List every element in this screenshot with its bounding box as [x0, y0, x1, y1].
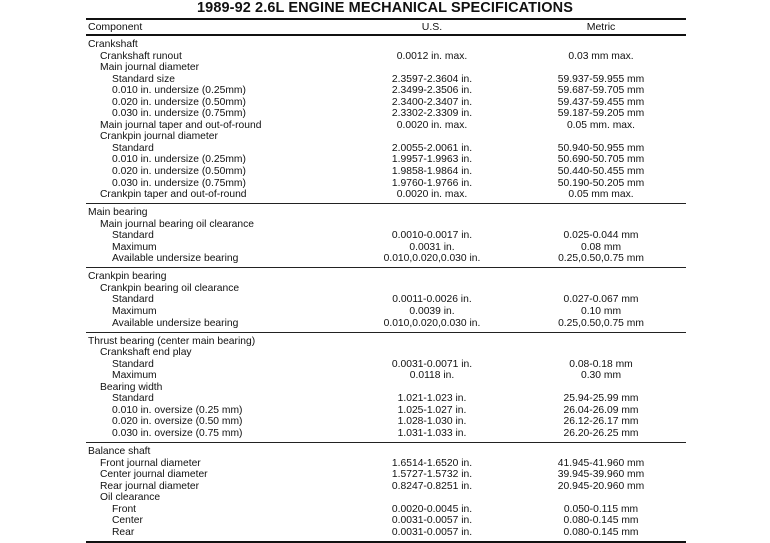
us-cell: 0.0010-0.0017 in. — [391, 230, 473, 242]
table-row — [86, 336, 686, 348]
table-row — [86, 207, 686, 219]
us-cell — [348, 207, 516, 219]
table-row — [86, 428, 686, 440]
component-cell: Oil clearance — [100, 492, 161, 504]
component-cell: Standard — [112, 230, 154, 242]
table-header — [86, 18, 686, 36]
metric-cell — [516, 271, 686, 283]
component-cell: Rear — [112, 526, 135, 538]
table-row — [86, 230, 686, 242]
table-row — [86, 515, 686, 527]
table-row — [86, 74, 686, 86]
page-title: 1989-92 2.6L ENGINE MECHANICAL SPECIFICATIONS — [197, 0, 573, 16]
table-row — [86, 370, 686, 382]
metric-cell: 41.945-41.960 mm — [557, 457, 645, 469]
table-row — [86, 359, 686, 371]
component-cell: Main journal diameter — [100, 62, 200, 74]
table-row — [86, 131, 686, 143]
metric-cell — [516, 39, 686, 51]
metric-cell: 39.945-39.960 mm — [557, 469, 645, 481]
us-cell — [348, 62, 516, 74]
us-cell — [348, 219, 516, 231]
component-cell: Standard — [112, 358, 154, 370]
component-cell: Main bearing — [88, 207, 148, 219]
component-cell: Main journal taper and out-of-round — [100, 119, 262, 131]
table-row — [86, 405, 686, 417]
header-component: Component — [88, 21, 143, 33]
component-cell: 0.020 in. undersize (0.50mm) — [112, 166, 246, 178]
us-cell: 0.010,0.020,0.030 in. — [383, 253, 481, 265]
table-row — [86, 108, 686, 120]
component-cell: 0.020 in. oversize (0.50 mm) — [112, 416, 243, 428]
table-row — [86, 492, 686, 504]
table-row — [86, 469, 686, 481]
metric-cell: 50.940-50.955 mm — [557, 142, 645, 154]
table-row — [86, 253, 686, 265]
component-cell: Front — [112, 503, 137, 515]
us-cell: 1.025-1.027 in. — [397, 404, 467, 416]
component-cell: Thrust bearing (center main bearing) — [88, 335, 256, 347]
table-row — [86, 294, 686, 306]
component-cell: Crankpin bearing — [88, 271, 167, 283]
metric-cell: 59.437-59.455 mm — [557, 96, 645, 108]
component-cell: 0.030 in. oversize (0.75 mm) — [112, 428, 243, 439]
us-cell — [348, 446, 516, 458]
us-cell: 0.0020 in. max. — [396, 189, 468, 201]
us-cell: 2.3499-2.3506 in. — [391, 85, 473, 97]
component-cell: Main journal bearing oil clearance — [100, 218, 254, 230]
metric-cell — [516, 492, 686, 504]
component-cell: Maximum — [112, 306, 157, 318]
table-section — [86, 268, 686, 332]
us-cell: 1.9760-1.9766 in. — [391, 177, 473, 189]
metric-cell: 50.690-50.705 mm — [557, 154, 645, 166]
metric-cell — [516, 207, 686, 219]
us-cell: 2.3597-2.3604 in. — [391, 73, 473, 85]
metric-cell: 0.05 mm max. — [568, 189, 634, 201]
us-cell: 1.9957-1.9963 in. — [391, 154, 473, 166]
table-section — [86, 443, 686, 543]
metric-cell — [516, 382, 686, 394]
metric-cell: 0.025-0.044 mm — [563, 230, 639, 242]
table-row — [86, 481, 686, 493]
us-cell: 0.0031 in. — [409, 241, 455, 253]
component-cell: 0.010 in. undersize (0.25mm) — [112, 85, 246, 97]
metric-cell: 0.25,0.50,0.75 mm — [558, 317, 644, 329]
component-cell: Available undersize bearing — [112, 317, 239, 329]
header-us: U.S. — [421, 21, 443, 33]
table-row — [86, 154, 686, 166]
metric-cell: 0.05 mm. max. — [566, 119, 636, 131]
us-cell — [348, 131, 516, 143]
component-cell: Available undersize bearing — [112, 253, 239, 265]
metric-cell: 59.687-59.705 mm — [557, 85, 645, 97]
table-row — [86, 393, 686, 405]
us-cell — [348, 382, 516, 394]
us-cell: 0.0020-0.0045 in. — [391, 503, 473, 515]
component-cell: 0.030 in. undersize (0.75mm) — [112, 177, 246, 189]
metric-cell: 0.08 mm — [580, 241, 622, 253]
us-cell: 1.021-1.023 in. — [397, 393, 467, 405]
table-row — [86, 242, 686, 254]
metric-cell: 50.440-50.455 mm — [557, 166, 645, 178]
component-cell: Crankshaft — [88, 39, 138, 50]
metric-cell: 59.187-59.205 mm — [557, 108, 645, 120]
us-cell — [348, 347, 516, 359]
us-cell: 0.0012 in. max. — [396, 50, 468, 62]
metric-cell — [516, 131, 686, 143]
table-row — [86, 271, 686, 283]
us-cell — [348, 271, 516, 283]
metric-cell: 0.30 mm — [580, 370, 622, 382]
metric-cell: 0.050-0.115 mm — [563, 503, 639, 515]
us-cell: 1.6514-1.6520 in. — [391, 457, 473, 469]
component-cell: Maximum — [112, 241, 157, 253]
metric-cell: 0.10 mm — [580, 306, 622, 318]
us-cell: 0.8247-0.8251 in. — [391, 480, 473, 492]
table-row — [86, 120, 686, 132]
us-cell — [348, 283, 516, 295]
component-cell: Crankpin taper and out-of-round — [100, 189, 247, 201]
table-body — [86, 36, 686, 543]
table-section — [86, 36, 686, 204]
component-cell: Crankpin journal diameter — [100, 131, 218, 143]
us-cell: 1.9858-1.9864 in. — [391, 166, 473, 178]
component-cell: 0.020 in. undersize (0.50mm) — [112, 96, 246, 108]
component-cell: 0.010 in. undersize (0.25mm) — [112, 154, 246, 166]
metric-cell — [516, 283, 686, 295]
us-cell: 2.0055-2.0061 in. — [391, 142, 473, 154]
us-cell: 1.028-1.030 in. — [397, 416, 467, 428]
us-cell: 0.0031-0.0071 in. — [391, 358, 473, 370]
component-cell: Balance shaft — [88, 446, 151, 458]
component-cell: Rear journal diameter — [100, 480, 200, 492]
component-cell: Center — [112, 515, 143, 527]
us-cell: 0.0039 in. — [409, 306, 455, 318]
us-cell: 2.3400-2.3407 in. — [391, 96, 473, 108]
us-cell: 0.0031-0.0057 in. — [391, 526, 473, 538]
metric-cell: 50.190-50.205 mm — [557, 177, 645, 189]
metric-cell: 20.945-20.960 mm — [557, 480, 645, 492]
us-cell — [348, 492, 516, 504]
table-section — [86, 333, 686, 443]
component-cell: Center journal diameter — [100, 469, 208, 481]
metric-cell — [516, 347, 686, 359]
table-row — [86, 382, 686, 394]
metric-cell — [516, 62, 686, 74]
us-cell: 1.5727-1.5732 in. — [391, 469, 473, 481]
component-cell: Standard size — [112, 73, 175, 85]
table-row — [86, 166, 686, 178]
table-row — [86, 97, 686, 109]
metric-cell: 26.04-26.09 mm — [563, 404, 639, 416]
table-row — [86, 347, 686, 359]
metric-cell: 0.027-0.067 mm — [563, 294, 639, 306]
table-row — [86, 85, 686, 97]
metric-cell: 0.080-0.145 mm — [563, 515, 639, 527]
us-cell — [348, 39, 516, 51]
specifications-table — [86, 18, 686, 543]
table-row — [86, 189, 686, 201]
component-cell: Standard — [112, 142, 154, 154]
component-cell: Crankpin bearing oil clearance — [100, 282, 240, 294]
component-cell: Bearing width — [100, 381, 163, 393]
table-row — [86, 39, 686, 51]
metric-cell: 59.937-59.955 mm — [557, 73, 645, 85]
component-cell: Crankshaft runout — [100, 50, 182, 62]
metric-cell: 0.080-0.145 mm — [563, 526, 639, 538]
us-cell: 2.3302-2.3309 in. — [391, 108, 473, 120]
us-cell: 0.0031-0.0057 in. — [391, 515, 473, 527]
table-row — [86, 143, 686, 155]
table-row — [86, 51, 686, 63]
us-cell — [348, 336, 516, 348]
component-cell: Maximum — [112, 370, 157, 382]
component-cell: Front journal diameter — [100, 457, 201, 469]
table-row — [86, 504, 686, 516]
table-row — [86, 446, 686, 458]
component-cell: Standard — [112, 393, 154, 405]
table-section — [86, 204, 686, 268]
metric-cell: 26.20-26.25 mm — [563, 428, 639, 439]
table-row — [86, 306, 686, 318]
table-row — [86, 62, 686, 74]
table-row — [86, 318, 686, 330]
us-cell: 0.0118 in. — [409, 370, 455, 382]
component-cell: Crankshaft end play — [100, 347, 192, 359]
table-row — [86, 283, 686, 295]
metric-cell — [516, 336, 686, 348]
metric-cell: 0.03 mm max. — [568, 50, 634, 62]
us-cell: 0.0020 in. max. — [396, 119, 468, 131]
table-row — [86, 527, 686, 539]
table-row — [86, 458, 686, 470]
table-row — [86, 178, 686, 190]
component-cell: 0.030 in. undersize (0.75mm) — [112, 108, 246, 120]
component-cell: Standard — [112, 294, 154, 306]
table-row — [86, 416, 686, 428]
table-row — [86, 219, 686, 231]
component-cell: 0.010 in. oversize (0.25 mm) — [112, 404, 243, 416]
metric-cell: 0.25,0.50,0.75 mm — [558, 253, 644, 265]
us-cell: 1.031-1.033 in. — [397, 428, 467, 439]
header-metric: Metric — [586, 21, 616, 33]
metric-cell — [516, 219, 686, 231]
us-cell: 0.0011-0.0026 in. — [392, 294, 472, 306]
metric-cell: 26.12-26.17 mm — [563, 416, 639, 428]
metric-cell — [516, 446, 686, 458]
metric-cell: 0.08-0.18 mm — [569, 358, 633, 370]
metric-cell: 25.94-25.99 mm — [563, 393, 639, 405]
us-cell: 0.010,0.020,0.030 in. — [383, 317, 481, 329]
